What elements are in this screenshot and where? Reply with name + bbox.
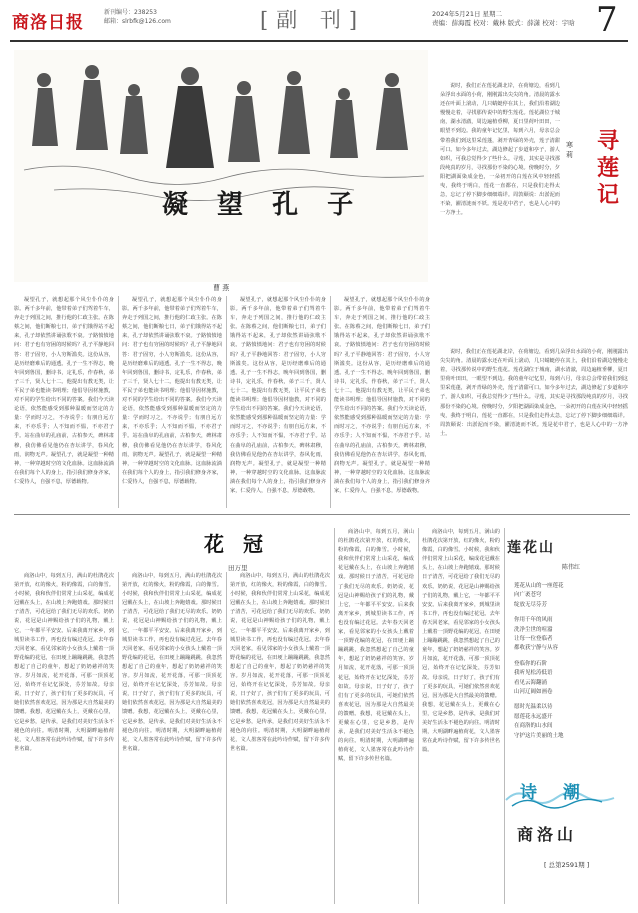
painting-author: 曹 燕 [213, 284, 230, 292]
main-article-col1: 凝望孔子，就想起那个风尘仆仆的身影。两千多年前，他带着弟子们驾着牛车，奔走于列国之间，推行他的仁政主张。在陈蔡之间，他们断粮七日，弟子们饿得站不起来，孔子却依然讲诵弦歌不衰。子路愤愤地问：君子也有穷困的时候吗？孔子平静地回答：君子固穷，小人穷斯滥矣。这份从容，是历经磨难后的通透。孔子一生不得志，晚年回到鲁国，删诗书，定礼乐，作春秋，弟子三千，贤人七十二。他提出有教无类，让平民子弟也能读书明理；他倡导因材施教，对不同的学生给出不同的答案。我们今天读论语，依然能感受到那种温暖而坚定的力量：学而时习之，不亦说乎；有朋自远方来，不亦乐乎；人不知而不愠，不亦君子乎。站在曲阜的孔庙前，古柏参天，碑林肃穆，我仿佛看见他仍在杏坛讲学，春风化雨，润物无声。凝望孔子，就是凝望一种精神，一种穿越时空的文化血脉。这血脉流淌在我们每个人的身上，指引我们修身齐家，仁爱待人，自强不息，厚德载物。 [14, 297, 114, 485]
header-rule [10, 40, 628, 42]
poem-line: 登临你的石阶 [514, 660, 548, 667]
confucius-painting [14, 50, 428, 282]
shangluo-title: 商洛山 [517, 825, 578, 844]
lotus-poem [514, 582, 624, 747]
masthead-registration: 新刊编号：238253 [104, 9, 157, 16]
huaguan-col2: 商洛山中，每到五月，满山的杜鹃花次第开放，红的像火，粉的像霞，白的像雪。小时候，我和伙伴们常常上山采花，编成花冠戴在头上，在山坡上奔跑嬉戏。那时候日子清苦，可花冠给了我们无尽的欢乐。奶奶说，花冠是山神赐给孩子们的礼物，戴上它，一年都平平安安。后来我离开家乡，到城里读书工作，再也没有编过花冠。去年春天回老家，看见邻家的小女孩头上戴着一顶野花编的花冠，在田埂上蹦蹦跳跳，我忽然想起了自己的童年，想起了奶奶慈祥的笑容。岁月如流，花开花落，可那一顶顶花冠，始终开在记忆深处，芬芳如故。母亲说，日子好了，孩子们有了更多的玩具，可她们依然喜欢花冠，因为那是大自然最美的馈赠。我想，花冠戴在头上，更戴在心里，它是乡愁，是传承，是我们对美好生活永不褪色的向往。明清时期，大明湖畔遍植荷花，文人墨客常在此吟诗作赋，留下许多传世名篇。 [122, 573, 222, 752]
lotus-poem-author: 陈伟红 [562, 564, 581, 571]
painting-illustration [14, 50, 428, 282]
section-divider [14, 514, 630, 515]
poem-line: 在商洛的山水间 [514, 723, 553, 730]
poem-line: 都收获宁静与从容 [514, 645, 559, 652]
section-title: [副 刊] [260, 8, 366, 32]
poem-line: 守护这片美丽的土地 [514, 732, 564, 739]
poem-line: 向广袤苍穹 [514, 592, 542, 599]
poem-line: 愿时光温柔以待 [514, 704, 553, 711]
issue-number: [ 总第2591期 ] [544, 861, 590, 869]
newspaper-logo: 商洛日报 [12, 13, 84, 33]
masthead-email: 邮箱：slrbfk@126.com [104, 18, 171, 25]
shichao-title: 诗 潮 [520, 783, 590, 803]
main-article-col2: 凝望孔子，就想起那个风尘仆仆的身影。两千多年前，他带着弟子们驾着牛车，奔走于列国之间，推行他的仁政主张。在陈蔡之间，他们断粮七日，弟子们饿得站不起来，孔子却依然讲诵弦歌不衰。子路愤愤地问：君子也有穷困的时候吗？孔子平静地回答：君子固穷，小人穷斯滥矣。这份从容，是历经磨难后的通透。孔子一生不得志，晚年回到鲁国，删诗书，定礼乐，作春秋，弟子三千，贤人七十二。他提出有教无类，让平民子弟也能读书明理；他倡导因材施教，对不同的学生给出不同的答案。我们今天读论语，依然能感受到那种温暖而坚定的力量：学而时习之，不亦说乎；有朋自远方来，不亦乐乎；人不知而不愠，不亦君子乎。站在曲阜的孔庙前，古柏参天，碑林肃穆，我仿佛看见他仍在杏坛讲学，春风化雨，润物无声。凝望孔子，就是凝望一种精神，一种穿越时空的文化血脉。这血脉流淌在我们每个人的身上，指引我们修身齐家，仁爱待人，自强不息，厚德载物。 [122, 297, 222, 485]
poem-line: 莲花从山的一座莲花 [514, 583, 564, 589]
editor-credits: 责编：薛海霞 校对：戴林 版式：薛潇 校对：宇晗 [432, 19, 575, 27]
poem-line: 愿莲花永远盛开 [514, 713, 553, 720]
page-number: 7 [596, 0, 618, 40]
xunlian-body-continued: 说时，我们正在莲花湖北岸，在荷塘边，看到几朵浮出水面的小荷，刚刚露出尖尖的角。清晨的露水还在叶面上滚动，几只蜻蜓停在其上，我们沿着湖边慢慢走着，寻找那传说中的野生莲花。莲花湖位于城南，湖水清澈，周边遍植垂柳，夏日里荷叶田田，一眼望不到边。我的童年记忆里，每到六月，母亲总会带着我们到这里采莲蓬，剥开青绿的外壳，莲子清甜可口。如今多年过去，湖边修起了步道和亭子，游人如织，可我总觉得少了些什么。寻莲，其实是寻找那段纯真的岁月，寻找那份不染的心境。傍晚时分，夕阳把湖面染成金色，一朵初开的白莲在风中轻轻摇曳，我终于明白，莲花一直都在，只是我们走得太急，忘记了停下脚步细细端详。周敦颐说：出淤泥而不染，濯清涟而不妖。莲是花中君子，也是人心中的一方净土。 [440, 349, 628, 437]
xunlian-article [440, 82, 628, 344]
date-block [432, 10, 575, 28]
xunlian-author: 寒 莉 [566, 141, 573, 159]
main-article-col3: 凝望孔子，就想起那个风尘仆仆的身影。两千多年前，他带着弟子们驾着牛车，奔走于列国之间，推行他的仁政主张。在陈蔡之间，他们断粮七日，弟子们饿得站不起来，孔子却依然讲诵弦歌不衰。子路愤愤地问：君子也有穷困的时候吗？孔子平静地回答：君子固穷，小人穷斯滥矣。这份从容，是历经磨难后的通透。孔子一生不得志，晚年回到鲁国，删诗书，定礼乐，作春秋，弟子三千，贤人七十二。他提出有教无类，让平民子弟也能读书明理；他倡导因材施教，对不同的学生给出不同的答案。我们今天读论语，依然能感受到那种温暖而坚定的力量：学而时习之，不亦说乎；有朋自远方来，不亦乐乎；人不知而不愠，不亦君子乎。站在曲阜的孔庙前，古柏参天，碑林肃穆，我仿佛看见他仍在杏坛讲学，春风化雨，润物无声。凝望孔子，就是凝望一种精神，一种穿越时空的文化血脉。这血脉流淌在我们每个人的身上，指引我们修身齐家，仁爱待人，自强不息，厚德载物。 [230, 297, 326, 494]
huaguan-col5: 商洛山中，每到五月，满山的杜鹃花次第开放，红的像火，粉的像霞，白的像雪。小时候，我和伙伴们常常上山采花，编成花冠戴在头上，在山坡上奔跑嬉戏。那时候日子清苦，可花冠给了我们无尽的欢乐。奶奶说，花冠是山神赐给孩子们的礼物，戴上它，一年都平平安安。后来我离开家乡，到城里读书工作，再也没有编过花冠。去年春天回老家，看见邻家的小女孩头上戴着一顶野花编的花冠，在田埂上蹦蹦跳跳，我忽然想起了自己的童年，想起了奶奶慈祥的笑容。岁月如流，花开花落，可那一顶顶花冠，始终开在记忆深处，芬芳如故。母亲说，日子好了，孩子们有了更多的玩具，可她们依然喜欢花冠，因为那是大自然最美的馈赠。我想，花冠戴在头上，更戴在心里，它是乡愁，是传承，是我们对美好生活永不褪色的向往。明清时期，大明湖畔遍植荷花，文人墨客常在此吟诗作赋，留下许多传世名篇。 [422, 529, 500, 754]
column-divider [418, 528, 419, 904]
poem-line: 山河辽阔如画卷 [514, 689, 553, 696]
poem-line: 我听见松涛低语 [514, 670, 553, 677]
poem-line: 让每一位登临者 [514, 636, 553, 643]
poem-line: 绽放无尽芬芳 [514, 601, 548, 608]
poem-line: 洗净尘世的喧嚣 [514, 626, 553, 633]
column-divider [334, 528, 335, 904]
main-article-col4: 凝望孔子，就想起那个风尘仆仆的身影。两千多年前，他带着弟子们驾着牛车，奔走于列国之间，推行他的仁政主张。在陈蔡之间，他们断粮七日，弟子们饿得站不起来，孔子却依然讲诵弦歌不衰。子路愤愤地问：君子也有穷困的时候吗？孔子平静地回答：君子固穷，小人穷斯滥矣。这份从容，是历经磨难后的通透。孔子一生不得志，晚年回到鲁国，删诗书，定礼乐，作春秋，弟子三千，贤人七十二。他提出有教无类，让平民子弟也能读书明理；他倡导因材施教，对不同的学生给出不同的答案。我们今天读论语，依然能感受到那种温暖而坚定的力量：学而时习之，不亦说乎；有朋自远方来，不亦乐乎；人不知而不愠，不亦君子乎。站在曲阜的孔庙前，古柏参天，碑林肃穆，我仿佛看见他仍在杏坛讲学，春风化雨，润物无声。凝望孔子，就是凝望一种精神，一种穿越时空的文化血脉。这血脉流淌在我们每个人的身上，指引我们修身齐家，仁爱待人，自强不息，厚德载物。 [334, 297, 430, 494]
poem-stanza [514, 703, 624, 741]
huaguan-col1: 商洛山中，每到五月，满山的杜鹃花次第开放，红的像火，粉的像霞，白的像雪。小时候，我和伙伴们常常上山采花，编成花冠戴在头上，在山坡上奔跑嬉戏。那时候日子清苦，可花冠给了我们无尽的欢乐。奶奶说，花冠是山神赐给孩子们的礼物，戴上它，一年都平平安安。后来我离开家乡，到城里读书工作，再也没有编过花冠。去年春天回老家，看见邻家的小女孩头上戴着一顶野花编的花冠，在田埂上蹦蹦跳跳，我忽然想起了自己的童年，想起了奶奶慈祥的笑容。岁月如流，花开花落，可那一顶顶花冠，始终开在记忆深处，芬芳如故。母亲说，日子好了，孩子们有了更多的玩具，可她们依然喜欢花冠，因为那是大自然最美的馈赠。我想，花冠戴在头上，更戴在心里，它是乡愁，是传承，是我们对美好生活永不褪色的向往。明清时期，大明湖畔遍植荷花，文人墨客常在此吟诗作赋，留下许多传世名篇。 [14, 573, 114, 752]
issue-date: 2024年5月21日 星期二 [432, 10, 503, 18]
huaguan-col4: 商洛山中，每到五月，满山的杜鹃花次第开放，红的像火，粉的像霞，白的像雪。小时候，我和伙伴们常常上山采花，编成花冠戴在头上，在山坡上奔跑嬉戏。那时候日子清苦，可花冠给了我们无尽的欢乐。奶奶说，花冠是山神赐给孩子们的礼物，戴上它，一年都平平安安。后来我离开家乡，到城里读书工作，再也没有编过花冠。去年春天回老家，看见邻家的小女孩头上戴着一顶野花编的花冠，在田埂上蹦蹦跳跳，我忽然想起了自己的童年，想起了奶奶慈祥的笑容。岁月如流，花开花落，可那一顶顶花冠，始终开在记忆深处，芬芳如故。母亲说，日子好了，孩子们有了更多的玩具，可她们依然喜欢花冠，因为那是大自然最美的馈赠。我想，花冠戴在头上，更戴在心里，它是乡愁，是传承，是我们对美好生活永不褪色的向往。明清时期，大明湖畔遍植荷花，文人墨客常在此吟诗作赋，留下许多传世名篇。 [338, 529, 414, 763]
column-divider [226, 572, 227, 904]
shichao-banner [504, 774, 626, 810]
poem-line: 看见云海翻涌 [514, 679, 548, 686]
poem-line: 你用千年的风雨 [514, 617, 553, 624]
column-divider [118, 296, 119, 508]
column-divider [226, 296, 227, 508]
column-divider [330, 296, 331, 508]
huaguan-author: 田万里 [228, 564, 248, 572]
xunlian-body: 说时，我们正在莲花湖北岸，在荷塘边，看到几朵浮出水面的小荷，刚刚露出尖尖的角。清晨的露水还在叶面上滚动，几只蜻蜓停在其上，我们沿着湖边慢慢走着，寻找那传说中的野生莲花。莲花湖位于城南，湖水清澈，周边遍植垂柳，夏日里荷叶田田，一眼望不到边。我的童年记忆里，每到六月，母亲总会带着我们到这里采莲蓬，剥开青绿的外壳，莲子清甜可口。如今多年过去，湖边修起了步道和亭子，游人如织，可我总觉得少了些什么。寻莲，其实是寻找那段纯真的岁月，寻找那份不染的心境。傍晚时分，夕阳把湖面染成金色，一朵初开的白莲在风中轻轻摇曳，我终于明白，莲花一直都在，只是我们走得太急，忘记了停下脚步细细端详。周敦颐说：出淤泥而不染，濯清涟而不妖。莲是花中君子，也是人心中的一方净土。 [440, 83, 560, 217]
masthead [0, 0, 638, 42]
poem-stanza [514, 582, 624, 610]
xunlian-title: 寻 莲 记 [596, 128, 619, 208]
painting-title: 凝 望 孔 子 [162, 190, 364, 220]
masthead-info [104, 8, 171, 26]
poem-stanza [514, 660, 624, 698]
huaguan-col3: 商洛山中，每到五月，满山的杜鹃花次第开放，红的像火，粉的像霞，白的像雪。小时候，我和伙伴们常常上山采花，编成花冠戴在头上，在山坡上奔跑嬉戏。那时候日子清苦，可花冠给了我们无尽的欢乐。奶奶说，花冠是山神赐给孩子们的礼物，戴上它，一年都平平安安。后来我离开家乡，到城里读书工作，再也没有编过花冠。去年春天回老家，看见邻家的小女孩头上戴着一顶野花编的花冠，在田埂上蹦蹦跳跳，我忽然想起了自己的童年，想起了奶奶慈祥的笑容。岁月如流，花开花落，可那一顶顶花冠，始终开在记忆深处，芬芳如故。母亲说，日子好了，孩子们有了更多的玩具，可她们依然喜欢花冠，因为那是大自然最美的馈赠。我想，花冠戴在头上，更戴在心里，它是乡愁，是传承，是我们对美好生活永不褪色的向往。明清时期，大明湖畔遍植荷花，文人墨客常在此吟诗作赋，留下许多传世名篇。 [230, 573, 330, 752]
lotus-poem-title: 莲花山 [507, 540, 555, 556]
poem-stanza [514, 616, 624, 654]
column-divider [504, 528, 505, 904]
column-divider [118, 572, 119, 904]
huaguan-title: 花 冠 [204, 532, 269, 556]
